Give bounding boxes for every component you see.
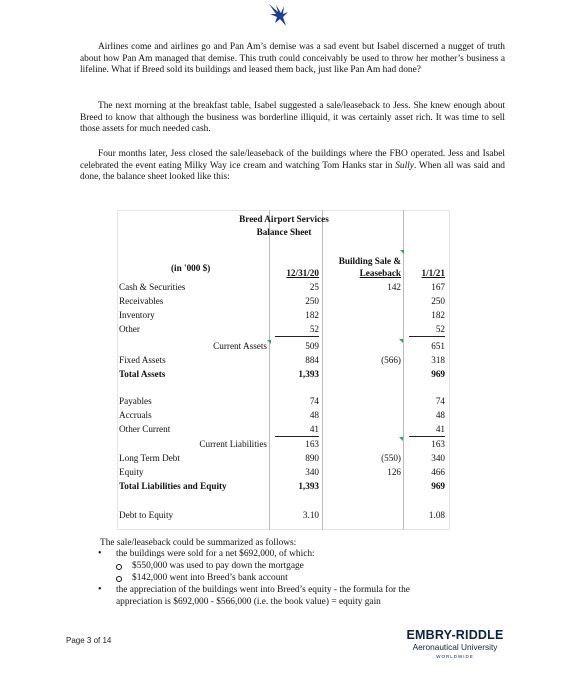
summary-bullet-2-line2: appreciation is $692,000 - $566,000 (i.e. the book value) = equity gain	[116, 597, 381, 607]
cell-value: 126	[387, 467, 401, 477]
cell-value: 52	[435, 324, 445, 334]
cell-value: 509	[305, 341, 319, 351]
movie-title: Sully	[395, 160, 414, 171]
cell-value: 163	[431, 439, 445, 449]
erau-logo	[396, 628, 514, 659]
row-label: Current Liabilities	[199, 439, 267, 449]
cell-value: 340	[431, 453, 445, 463]
cell-value: 182	[431, 310, 445, 320]
row-label: Other	[119, 324, 140, 334]
col-header-leaseback-line2: Leaseback	[359, 268, 401, 278]
bullet-icon: •	[98, 548, 102, 559]
cell-value: 52	[309, 324, 319, 334]
paragraph-3: Four months later, Jess closed the sale/leaseback of the buildings where the FBO operated. Jess and Isabel celebrated the event eating Milky Way ice cream and watching Tom Hanks star in Sully. When all was said and done, the balance sheet looked like this:	[80, 149, 505, 182]
brand-line-2: Aeronautical University	[412, 642, 498, 652]
summary-sub-bullet-2: $142,000 went into Breed’s bank account	[132, 573, 288, 583]
row-label: Total Liabilities and Equity	[119, 481, 227, 491]
cell-value: 163	[305, 439, 319, 449]
col-header-12-31-20: 12/31/20	[286, 268, 319, 278]
page-number: Page 3 of 14	[66, 636, 112, 645]
units-label: (in '000 $)	[171, 263, 211, 273]
row-label: Current Assets	[213, 341, 267, 351]
cell-value: 142	[387, 282, 401, 292]
row-label: Receivables	[119, 296, 164, 306]
summary-sub-bullet-1: $550,000 was used to pay down the mortgage	[132, 561, 304, 571]
row-label: Total Assets	[119, 369, 166, 379]
row-label: Equity	[119, 467, 144, 477]
cell-value: (550)	[381, 453, 401, 463]
cell-value: (566)	[381, 355, 401, 365]
cell-value: 250	[305, 296, 319, 306]
row-label: Long Term Debt	[119, 453, 180, 463]
cell-value: 1,393	[298, 369, 319, 379]
row-label: Inventory	[119, 310, 155, 320]
cell-value: 250	[431, 296, 445, 306]
cell-value: 969	[431, 481, 445, 491]
row-label: Fixed Assets	[119, 355, 166, 365]
cell-value: 48	[309, 410, 319, 420]
summary-bullet-1: the buildings were sold for a net $692,000, of which:	[116, 549, 315, 559]
cell-value: 167	[431, 282, 445, 292]
cell-value: 25	[309, 282, 319, 292]
summary-bullet-2-line1: the appreciation of the buildings went into Breed’s equity - the formula for the	[116, 585, 410, 595]
cell-value: 182	[305, 310, 319, 320]
cell-value: 1,393	[298, 481, 319, 491]
eagle-logo-icon	[266, 2, 294, 28]
cell-value: 3.10	[302, 510, 319, 520]
row-label: Debt to Equity	[119, 510, 174, 520]
sub-bullet-icon	[116, 576, 122, 582]
row-label: Other Current	[119, 424, 171, 434]
balance-sheet-table	[117, 210, 450, 530]
cell-value: 1.08	[428, 510, 445, 520]
col-header-leaseback-line1: Building Sale &	[338, 256, 401, 266]
sheet-subtitle: Balance Sheet	[256, 227, 312, 237]
cell-value: 340	[305, 467, 319, 477]
cell-value: 74	[309, 396, 319, 406]
col-header-1-1-21: 1/1/21	[421, 268, 445, 278]
brand-line-3: WORLDWIDE	[436, 654, 474, 659]
paragraph-1: Airlines come and airlines go and Pan Am’s demise was a sad event but Isabel discerned a nugget of truth about how Pan Am managed that demise. This truth could conceivably be used to throw her mother’s business a lifeline. What if Breed sold its buildings and leased them back, just like Pan Am had done?	[80, 42, 505, 75]
sub-bullet-icon	[116, 564, 122, 570]
cell-value: 884	[305, 355, 319, 365]
row-label: Cash & Securities	[119, 282, 186, 292]
summary-intro: The sale/leaseback could be summarized as follows:	[100, 538, 297, 548]
paragraph-2: The next morning at the breakfast table, Isabel suggested a sale/leaseback to Jess. She knew enough about Breed to know that although the business was borderline illiquid, it was certainly asset rich. It was time to sell those assets for much needed cash.	[80, 101, 505, 134]
cell-value: 466	[431, 467, 445, 477]
brand-line-1: EMBRY-RIDDLE	[406, 628, 504, 642]
row-label: Payables	[119, 396, 152, 406]
cell-value: 74	[435, 396, 445, 406]
row-label: Accruals	[119, 410, 152, 420]
cell-value: 318	[431, 355, 445, 365]
cell-value: 969	[431, 369, 445, 379]
cell-value: 48	[435, 410, 445, 420]
sheet-title: Breed Airport Services	[239, 214, 329, 224]
cell-value: 41	[309, 424, 319, 434]
cell-value: 890	[305, 453, 319, 463]
bullet-icon: •	[98, 584, 102, 595]
cell-value: 41	[435, 424, 445, 434]
cell-value: 651	[431, 341, 445, 351]
